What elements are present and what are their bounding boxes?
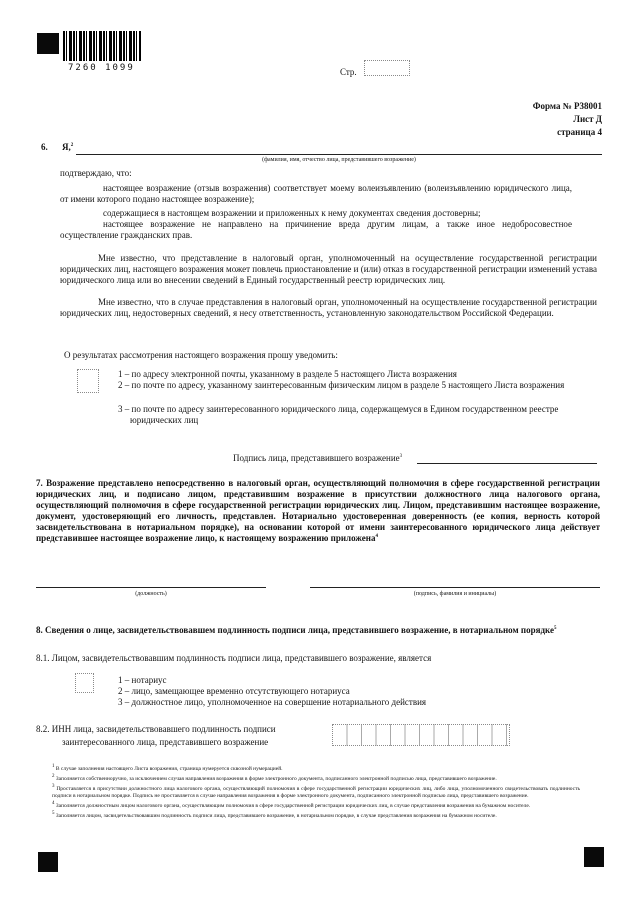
notify-option-2: 2 – по почте по адресу, указанному заинтересованным физическим лицом в разделе 5 настоящего Листа возражения [118, 380, 565, 390]
barcode [63, 31, 141, 61]
footnote-ref-5: 5 [553, 626, 557, 631]
footnote-ref-3: 3 [399, 454, 403, 459]
footnote-5 [52, 813, 580, 820]
section6-number: 6. [41, 142, 48, 152]
notary-choice-box[interactable] [75, 673, 94, 693]
section7-body: 7. Возражение представлено непосредственно в налоговый орган, осуществляющий полномочия в сфере государственной регистрации юридических лиц, и подписано лицом, представившим возражение в присутствии должностного лица налогового органа, осуществляющий полномочия в сфере государственной регистрации юридических лиц. Лицом, представившим настоящее возражение, документ, удостоверяющий его личность, представлен. Нотариально удостоверенная доверенность (ее копия, верность которой засвидетельствована в нотариальном порядке), на основании которой от имени заинтересованного юридического лица действует представившее настоящее возражение лицо, к настоящему возражению приложена [36, 478, 600, 543]
page-num-label: страница 4 [557, 127, 602, 137]
footnote-1 [52, 766, 580, 773]
signer-line[interactable] [310, 586, 600, 588]
notify-option-3: 3 – по почте по адресу заинтересованного юридического лица, содержащемуся в Едином государственном реестре юридических лиц [118, 404, 559, 425]
awareness-2: Мне известно, что в случае представления в налоговый орган, уполномоченный на осуществление государственной регистрации юридических лиц, недостоверных сведений, я несу ответственность, установленную законодательством Российской Федерации. [60, 297, 597, 318]
footnote-2-mark: 2 [52, 774, 55, 780]
signer-caption: (подпись, фамилия и инициалы) [413, 591, 497, 597]
footnote-ref-4: 4 [375, 534, 378, 539]
corner-marker-bottom-right [584, 847, 604, 867]
footnote-2-text: Заполняется собственноручно, за исключением случая направления возражения в форме электронного документа, подписанного электронной подписью лица, представившего возражение. [55, 776, 497, 782]
section8-1-text: 8.1. Лицом, засвидетельствовавшим подлинность подписи лица, представившего возражение, является [36, 653, 432, 663]
form-title: Форма № Р38001 [532, 101, 602, 111]
footnote-4-text: Заполняется должностным лицом налогового органа, осуществляющим полномочия в сфере государственной регистрации юридических лиц, в случае представления возражения на бумажном носителе. [55, 803, 531, 809]
notary-option-3: 3 – должностное лицо, уполномоченное на совершение нотариального действия [118, 697, 427, 707]
footnote-3-mark: 3 [52, 784, 55, 790]
notary-option-2: 2 – лицо, замещающее временно отсутствующего нотариуса [118, 686, 350, 696]
name-caption: (фамилия, имя, отчество лица, представившего возражение) [262, 157, 416, 163]
footnote-2 [52, 776, 580, 783]
statement-3: настоящее возражение не направлено на причинение вреда другим лицам, а также иное недобросовестное осуществление гражданских прав. [60, 219, 572, 240]
notify-text: О результатах рассмотрения настоящего возражения прошу уведомить: [64, 350, 338, 360]
position-caption: (должность) [135, 591, 167, 597]
statement-1: настоящее возражение (отзыв возражения) соответствует моему волеизъявлению (волеизъявлению юридического лица, от имени которого подано настоящее возражение); [60, 183, 572, 204]
signature-line[interactable] [417, 462, 597, 464]
notary-option-1: 1 – нотариус [118, 675, 167, 685]
footnote-1-text: В случае заполнения настоящего Листа возражения, страница нумеруется сквозной нумерацией. [55, 766, 283, 772]
section8-2-line1: 8.2. ИНН лица, засвидетельствовавшего подлинность подписи [36, 724, 276, 734]
footnotes [52, 766, 580, 820]
name-line[interactable] [76, 153, 602, 155]
footnote-3-text: Проставляется в присутствии должностного лица налогового органа, осуществляющий полномочия в сфере государственной регистрации юридических лиц, либо лица, уполномоченного свидетельствовать подлинность подписи в нотариальном порядке. Подпись не проставляется в случае направления возражения в форме электронного документа, подписанного электронной подписью лица, представившего возражение. [52, 786, 580, 799]
signature-label-text: Подпись лица, представившего возражение [233, 453, 400, 463]
confirm-text: подтверждаю, что: [60, 168, 132, 178]
notify-option-1: 1 – по адресу электронной почты, указанному в разделе 5 настоящего Листа возражения [118, 369, 457, 379]
barcode-number: 7260 1099 [68, 63, 135, 73]
sheet-label: Лист Д [573, 114, 602, 124]
signature-label [233, 453, 402, 464]
footnote-4-mark: 4 [52, 801, 55, 807]
footnote-5-mark: 5 [52, 811, 55, 817]
awareness-1: Мне известно, что представление в налоговый орган, уполномоченный на осуществление государственной регистрации юридических лиц, настоящего возражения может повлечь приостановление и (или) отказ в государственной регистрации изменений устава юридического лица или во внесении сведений в Единый государственный реестр юридических лиц. [60, 253, 597, 285]
footnote-5-text: Заполняется лицом, засвидетельствовавшим подлинность подписи лица, представившего возражение, в нотариальном порядке, в случае представления возражения на бумажном носителе. [55, 813, 497, 819]
footnote-1-mark: 1 [52, 764, 55, 770]
corner-marker-bottom-left [38, 852, 58, 872]
section8-title-text: 8. Сведения о лице, засвидетельствовавшем подлинность подписи лица, представившего возражение, в нотариальном порядке [36, 625, 554, 635]
position-line[interactable] [36, 586, 266, 588]
section6-ya [62, 142, 73, 153]
section6-ya-label: Я, [62, 142, 71, 152]
section7-text [36, 478, 600, 544]
footnote-4 [52, 803, 580, 810]
section8-title [36, 625, 598, 636]
section8-2-line2: заинтересованного лица, представившего возражение [62, 737, 269, 747]
footnote-3 [52, 786, 580, 800]
corner-marker-top-left [37, 33, 59, 54]
page-number-boxes [364, 60, 410, 76]
notify-choice-box[interactable] [77, 369, 99, 393]
page-label: Стр. [340, 67, 357, 77]
statement-2: содержащиеся в настоящем возражении и приложенных к нему документах сведения достоверны; [103, 208, 481, 218]
inn-input-boxes[interactable] [332, 724, 510, 746]
footnote-ref-2: 2 [70, 143, 74, 148]
